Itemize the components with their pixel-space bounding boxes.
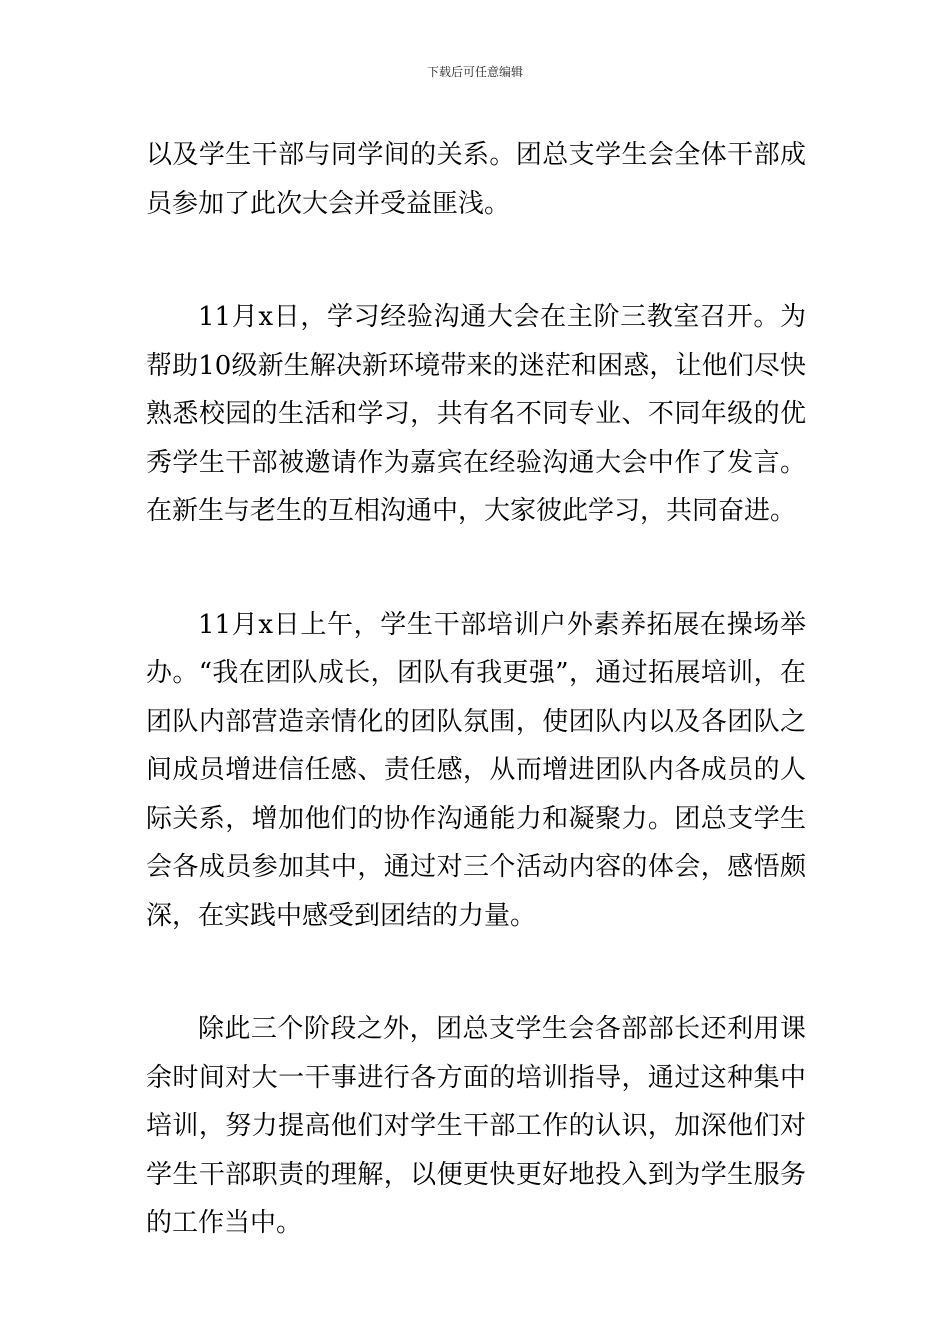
paragraph-continuation: 以及学生干部与同学间的关系。团总支学生会全体干部成员参加了此次大会并受益匪浅。 [146, 140, 806, 219]
paragraph-exchange-meeting: 11月x日，学习经验沟通大会在主阶三教室召开。为帮助10级新生解决新环境带来的迷茫和困惑，让他们尽快熟悉校园的生活和学习，共有名不同专业、不同年级的优秀学生干部被邀请作为嘉宾在经验沟通大会中作了发言。在新生与老生的互相沟通中，大家彼此学习，共同奋进。 [146, 302, 806, 526]
paragraph-department-training: 除此三个阶段之外，团总支学生会各部部长还利用课余时间对大一干事进行各方面的培训指导，通过这种集中培训，努力提高他们对学生干部工作的认识，加深他们对学生干部职责的理解，以便更快更好地投入到为学生服务的工作当中。 [146, 1014, 806, 1238]
paragraph-outdoor-training: 11月x日上午，学生干部培训户外素养拓展在操场举办。“我在团队成长，团队有我更强”，通过拓展培训，在团队内部营造亲情化的团队氛围，使团队内以及各团队之间成员增进信任感、责任感，从而增进团队内各成员的人际关系，增加他们的协作沟通能力和凝聚力。团总支学生会各成员参加其中，通过对三个活动内容的体会，感悟颇深，在实践中感受到团结的力量。 [146, 609, 806, 931]
document-body [146, 131, 806, 1313]
page-header-note: 下载后可任意编辑 [426, 65, 523, 79]
